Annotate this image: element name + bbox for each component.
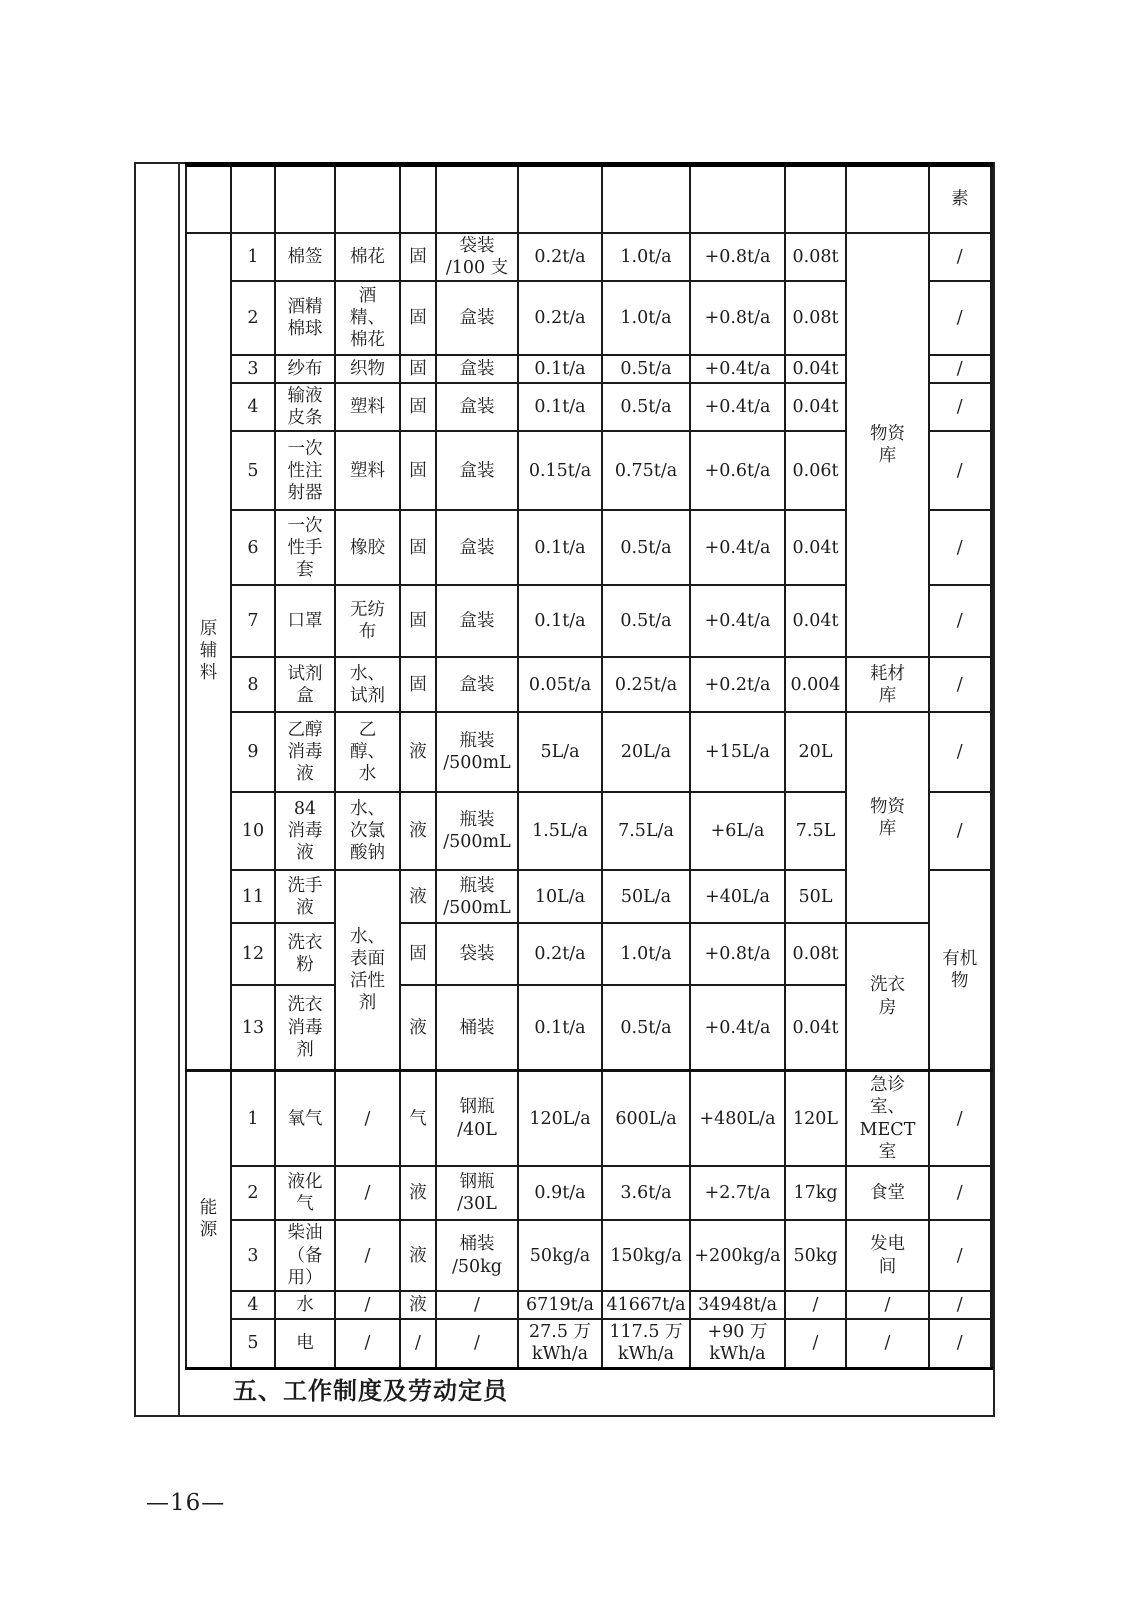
energy-section-label: 能 源 <box>186 1070 231 1368</box>
cell-env-factor: / <box>929 792 991 870</box>
cell-physical-state: 液 <box>400 1166 436 1220</box>
cell-row-number: 13 <box>231 985 275 1070</box>
frame-inner-rule <box>178 162 180 1415</box>
cell-env-factor: / <box>929 383 991 431</box>
cell-packaging-spec: / <box>436 1291 518 1319</box>
cell-packaging-spec: 盒装 <box>436 510 518 585</box>
header-physical-state <box>400 165 436 233</box>
section-heading: 五、工作制度及劳动定员 <box>233 1376 508 1405</box>
cell-annual-usage-increase: +480L/a <box>690 1070 785 1166</box>
cell-annual-usage-increase: +0.4t/a <box>690 355 785 383</box>
cell-max-storage: 0.08t <box>785 281 846 355</box>
cell-packaging-spec: 盒装 <box>436 657 518 712</box>
cell-material-composition: 乙 醇、 水 <box>335 712 400 792</box>
cell-physical-state: 液 <box>400 712 436 792</box>
cell-annual-usage-increase: +0.4t/a <box>690 585 785 657</box>
cell-annual-usage-current: 0.1t/a <box>518 985 602 1070</box>
header-max-storage <box>785 165 846 233</box>
cell-annual-usage-total: 0.5t/a <box>602 985 690 1070</box>
cell-annual-usage-total: 117.5 万 kWh/a <box>602 1319 690 1368</box>
cell-item-name: 洗衣 消毒 剂 <box>275 985 335 1070</box>
cell-annual-usage-increase: +0.8t/a <box>690 233 785 281</box>
cell-item-name: 柴油 （备 用） <box>275 1220 335 1291</box>
cell-material-composition: 塑料 <box>335 431 400 510</box>
cell-annual-usage-current: 6719t/a <box>518 1291 602 1319</box>
cell-annual-usage-current: 0.2t/a <box>518 281 602 355</box>
cell-annual-usage-increase: +0.6t/a <box>690 431 785 510</box>
cell-packaging-spec: 袋装 /100 支 <box>436 233 518 281</box>
cell-physical-state: 固 <box>400 657 436 712</box>
cell-physical-state: 固 <box>400 585 436 657</box>
cell-env-factor: / <box>929 1291 991 1319</box>
cell-item-name: 棉签 <box>275 233 335 281</box>
cell-max-storage: 0.04t <box>785 585 846 657</box>
cell-row-number: 10 <box>231 792 275 870</box>
cell-annual-usage-total: 3.6t/a <box>602 1166 690 1220</box>
cell-max-storage: 17kg <box>785 1166 846 1220</box>
cell-max-storage: 0.06t <box>785 431 846 510</box>
cell-annual-usage-total: 600L/a <box>602 1070 690 1166</box>
cell-packaging-spec: / <box>436 1319 518 1368</box>
cell-storage-location: 洗衣 房 <box>846 923 929 1070</box>
cell-material-composition: 水、 表面 活性 剂 <box>335 870 400 1070</box>
cell-item-name: 输液 皮条 <box>275 383 335 431</box>
cell-annual-usage-total: 41667t/a <box>602 1291 690 1319</box>
cell-material-composition: 无纺 布 <box>335 585 400 657</box>
cell-physical-state: 液 <box>400 1291 436 1319</box>
cell-item-name: 洗手 液 <box>275 870 335 923</box>
materials-energy-table <box>185 162 993 1370</box>
cell-item-name: 水 <box>275 1291 335 1319</box>
table-header-row-partial <box>186 165 991 233</box>
table-row <box>186 233 991 281</box>
cell-annual-usage-current: 0.15t/a <box>518 431 602 510</box>
cell-material-composition: / <box>335 1291 400 1319</box>
cell-row-number: 3 <box>231 355 275 383</box>
cell-annual-usage-current: 0.05t/a <box>518 657 602 712</box>
cell-material-composition: 棉花 <box>335 233 400 281</box>
cell-max-storage: 50L <box>785 870 846 923</box>
cell-annual-usage-total: 1.0t/a <box>602 233 690 281</box>
cell-physical-state: 液 <box>400 985 436 1070</box>
cell-annual-usage-increase: 34948t/a <box>690 1291 785 1319</box>
cell-packaging-spec: 瓶装 /500mL <box>436 870 518 923</box>
cell-max-storage: 0.04t <box>785 383 846 431</box>
cell-row-number: 8 <box>231 657 275 712</box>
table-row <box>186 1220 991 1291</box>
cell-env-factor: / <box>929 510 991 585</box>
cell-row-number: 5 <box>231 431 275 510</box>
cell-row-number: 11 <box>231 870 275 923</box>
cell-item-name: 乙醇 消毒 液 <box>275 712 335 792</box>
cell-storage-location: 食堂 <box>846 1166 929 1220</box>
cell-row-number: 4 <box>231 383 275 431</box>
cell-max-storage: 0.08t <box>785 923 846 985</box>
cell-annual-usage-increase: +15L/a <box>690 712 785 792</box>
cell-annual-usage-total: 0.5t/a <box>602 383 690 431</box>
cell-annual-usage-increase: +0.8t/a <box>690 281 785 355</box>
cell-physical-state: 液 <box>400 1220 436 1291</box>
cell-annual-usage-current: 0.2t/a <box>518 923 602 985</box>
cell-annual-usage-total: 1.0t/a <box>602 923 690 985</box>
raw-materials-section-label: 原 辅 料 <box>186 233 231 1071</box>
page-number: —16— <box>146 1490 226 1516</box>
cell-annual-usage-total: 1.0t/a <box>602 281 690 355</box>
cell-annual-usage-total: 0.75t/a <box>602 431 690 510</box>
cell-annual-usage-total: 20L/a <box>602 712 690 792</box>
cell-row-number: 1 <box>231 233 275 281</box>
cell-material-composition: / <box>335 1070 400 1166</box>
cell-annual-usage-current: 5L/a <box>518 712 602 792</box>
cell-physical-state: 气 <box>400 1070 436 1166</box>
cell-physical-state: 液 <box>400 870 436 923</box>
cell-annual-usage-current: 0.1t/a <box>518 585 602 657</box>
cell-annual-usage-total: 0.5t/a <box>602 510 690 585</box>
cell-annual-usage-total: 50L/a <box>602 870 690 923</box>
header-row-number <box>231 165 275 233</box>
cell-max-storage: 0.04t <box>785 985 846 1070</box>
cell-annual-usage-current: 0.9t/a <box>518 1166 602 1220</box>
cell-physical-state: 固 <box>400 510 436 585</box>
table-row <box>186 712 991 792</box>
cell-physical-state: 液 <box>400 792 436 870</box>
cell-annual-usage-increase: +0.8t/a <box>690 923 785 985</box>
cell-annual-usage-current: 0.2t/a <box>518 233 602 281</box>
cell-physical-state: 固 <box>400 431 436 510</box>
cell-env-factor: / <box>929 712 991 792</box>
cell-env-factor: / <box>929 1070 991 1166</box>
cell-max-storage: 50kg <box>785 1220 846 1291</box>
cell-packaging-spec: 桶装 <box>436 985 518 1070</box>
cell-row-number: 9 <box>231 712 275 792</box>
cell-max-storage: 7.5L <box>785 792 846 870</box>
cell-env-factor: / <box>929 1319 991 1368</box>
cell-max-storage: 120L <box>785 1070 846 1166</box>
cell-max-storage: 0.04t <box>785 510 846 585</box>
cell-item-name: 一次 性注 射器 <box>275 431 335 510</box>
cell-row-number: 7 <box>231 585 275 657</box>
cell-max-storage: / <box>785 1291 846 1319</box>
cell-env-factor: 有机 物 <box>929 870 991 1070</box>
cell-item-name: 纱布 <box>275 355 335 383</box>
cell-material-composition: 水、 次氯 酸钠 <box>335 792 400 870</box>
cell-storage-location: 耗材 库 <box>846 657 929 712</box>
cell-packaging-spec: 盒装 <box>436 383 518 431</box>
cell-storage-location: 发电 间 <box>846 1220 929 1291</box>
cell-row-number: 2 <box>231 281 275 355</box>
cell-item-name: 电 <box>275 1319 335 1368</box>
cell-row-number: 5 <box>231 1319 275 1368</box>
cell-annual-usage-increase: +6L/a <box>690 792 785 870</box>
cell-env-factor: / <box>929 1166 991 1220</box>
cell-annual-usage-total: 0.5t/a <box>602 355 690 383</box>
cell-max-storage: 0.004 <box>785 657 846 712</box>
cell-physical-state: / <box>400 1319 436 1368</box>
header-annual-usage-total <box>602 165 690 233</box>
cell-annual-usage-current: 120L/a <box>518 1070 602 1166</box>
cell-packaging-spec: 瓶装 /500mL <box>436 792 518 870</box>
table-row <box>186 1291 991 1319</box>
cell-item-name: 口罩 <box>275 585 335 657</box>
table-row <box>186 1319 991 1368</box>
cell-env-factor: / <box>929 281 991 355</box>
header-storage-location <box>846 165 929 233</box>
cell-item-name: 84 消毒 液 <box>275 792 335 870</box>
cell-material-composition: 酒 精、 棉花 <box>335 281 400 355</box>
cell-annual-usage-current: 10L/a <box>518 870 602 923</box>
cell-env-factor: / <box>929 355 991 383</box>
cell-env-factor: / <box>929 1220 991 1291</box>
header-material-composition <box>335 165 400 233</box>
cell-item-name: 试剂 盒 <box>275 657 335 712</box>
cell-physical-state: 固 <box>400 923 436 985</box>
cell-packaging-spec: 桶装 /50kg <box>436 1220 518 1291</box>
cell-item-name: 酒精 棉球 <box>275 281 335 355</box>
cell-packaging-spec: 盒装 <box>436 281 518 355</box>
cell-packaging-spec: 钢瓶 /40L <box>436 1070 518 1166</box>
cell-packaging-spec: 盒装 <box>436 355 518 383</box>
cell-annual-usage-current: 50kg/a <box>518 1220 602 1291</box>
cell-item-name: 液化 气 <box>275 1166 335 1220</box>
cell-storage-location: 物资 库 <box>846 712 929 923</box>
cell-material-composition: / <box>335 1166 400 1220</box>
cell-row-number: 6 <box>231 510 275 585</box>
cell-row-number: 3 <box>231 1220 275 1291</box>
cell-annual-usage-increase: +0.2t/a <box>690 657 785 712</box>
cell-env-factor: / <box>929 233 991 281</box>
table-row <box>186 1166 991 1220</box>
cell-annual-usage-increase: +0.4t/a <box>690 383 785 431</box>
table-row <box>186 923 991 985</box>
cell-row-number: 1 <box>231 1070 275 1166</box>
cell-physical-state: 固 <box>400 383 436 431</box>
table-row <box>186 657 991 712</box>
cell-env-factor: / <box>929 585 991 657</box>
cell-material-composition: 水、 试剂 <box>335 657 400 712</box>
cell-packaging-spec: 盒装 <box>436 585 518 657</box>
cell-packaging-spec: 钢瓶 /30L <box>436 1166 518 1220</box>
cell-annual-usage-increase: +0.4t/a <box>690 985 785 1070</box>
cell-annual-usage-increase: +0.4t/a <box>690 510 785 585</box>
header-category <box>186 165 231 233</box>
cell-annual-usage-increase: +2.7t/a <box>690 1166 785 1220</box>
cell-storage-location: / <box>846 1291 929 1319</box>
cell-row-number: 2 <box>231 1166 275 1220</box>
cell-max-storage: / <box>785 1319 846 1368</box>
cell-item-name: 一次 性手 套 <box>275 510 335 585</box>
cell-annual-usage-total: 150kg/a <box>602 1220 690 1291</box>
header-item-name <box>275 165 335 233</box>
cell-physical-state: 固 <box>400 281 436 355</box>
table-row <box>186 1070 991 1166</box>
cell-annual-usage-total: 0.25t/a <box>602 657 690 712</box>
cell-material-composition: 织物 <box>335 355 400 383</box>
cell-item-name: 洗衣 粉 <box>275 923 335 985</box>
cell-material-composition: 塑料 <box>335 383 400 431</box>
header-env-factor: 素 <box>929 165 991 233</box>
cell-material-composition: / <box>335 1220 400 1291</box>
cell-max-storage: 0.04t <box>785 355 846 383</box>
cell-material-composition: / <box>335 1319 400 1368</box>
cell-annual-usage-current: 0.1t/a <box>518 355 602 383</box>
cell-annual-usage-total: 0.5t/a <box>602 585 690 657</box>
cell-storage-location: 物资 库 <box>846 233 929 658</box>
cell-item-name: 氧气 <box>275 1070 335 1166</box>
cell-annual-usage-increase: +200kg/a <box>690 1220 785 1291</box>
cell-max-storage: 0.08t <box>785 233 846 281</box>
cell-env-factor: / <box>929 657 991 712</box>
cell-packaging-spec: 瓶装 /500mL <box>436 712 518 792</box>
header-annual-usage-current <box>518 165 602 233</box>
cell-storage-location: / <box>846 1319 929 1368</box>
cell-physical-state: 固 <box>400 233 436 281</box>
cell-annual-usage-current: 0.1t/a <box>518 510 602 585</box>
cell-storage-location: 急诊 室、 MECT 室 <box>846 1070 929 1166</box>
cell-annual-usage-total: 7.5L/a <box>602 792 690 870</box>
cell-material-composition: 橡胶 <box>335 510 400 585</box>
cell-annual-usage-increase: +40L/a <box>690 870 785 923</box>
header-packaging-spec <box>436 165 518 233</box>
cell-packaging-spec: 盒装 <box>436 431 518 510</box>
cell-annual-usage-current: 0.1t/a <box>518 383 602 431</box>
cell-row-number: 4 <box>231 1291 275 1319</box>
header-annual-usage-increase <box>690 165 785 233</box>
cell-packaging-spec: 袋装 <box>436 923 518 985</box>
cell-row-number: 12 <box>231 923 275 985</box>
cell-annual-usage-current: 27.5 万 kWh/a <box>518 1319 602 1368</box>
cell-max-storage: 20L <box>785 712 846 792</box>
cell-annual-usage-current: 1.5L/a <box>518 792 602 870</box>
cell-annual-usage-increase: +90 万 kWh/a <box>690 1319 785 1368</box>
cell-physical-state: 固 <box>400 355 436 383</box>
cell-env-factor: / <box>929 431 991 510</box>
